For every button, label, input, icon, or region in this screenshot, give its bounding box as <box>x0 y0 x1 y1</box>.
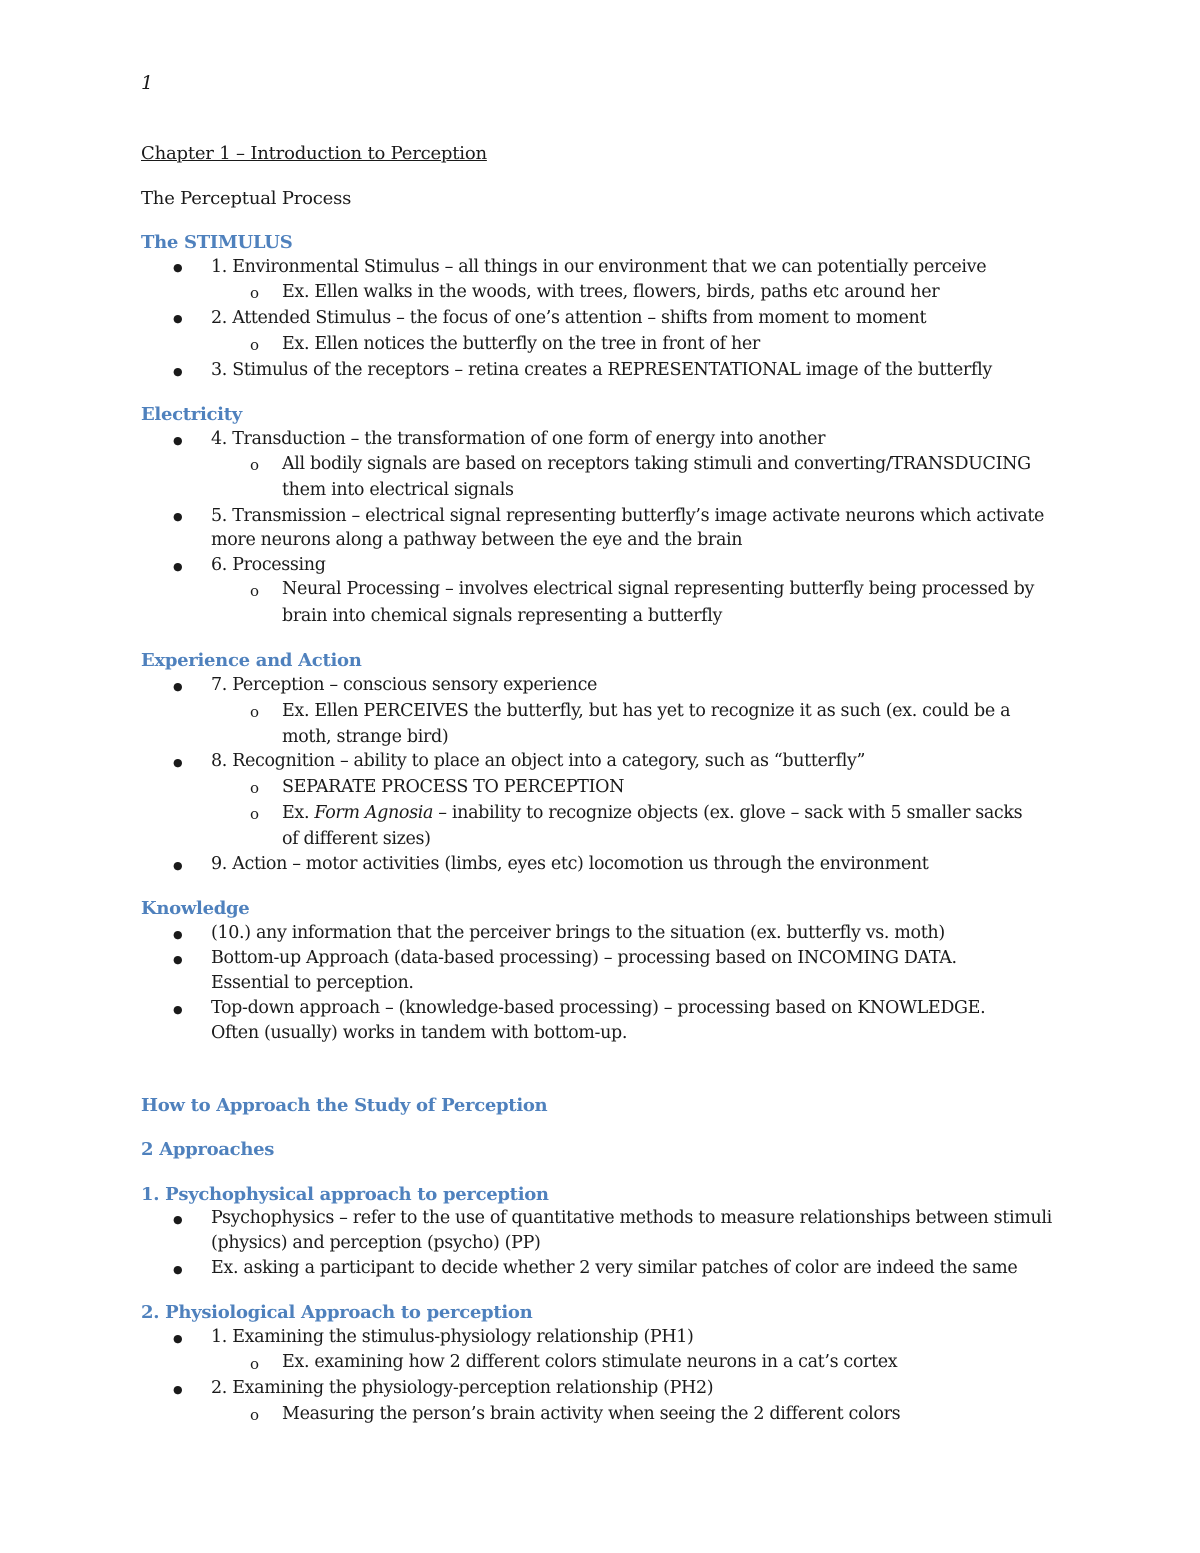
list-item: 9. Action – motor activities (limbs, eyes etc) locomotion us through the environment <box>211 854 929 874</box>
section-title: The Perceptual Process <box>141 188 352 209</box>
heading-approach: How to Approach the Study of Perception <box>141 1095 548 1116</box>
list-item: 8. Recognition – ability to place an object into a category, such as “butterfly” <box>211 751 866 771</box>
list-item-continuation: Often (usually) works in tandem with bottom-up. <box>211 1023 628 1043</box>
list-item: 1. Environmental Stimulus – all things in our environment that we can potentially perceive <box>211 257 987 277</box>
list-item: Bottom-up Approach (data-based processing) – processing based on INCOMING DATA. <box>211 948 957 968</box>
list-item: 5. Transmission – electrical signal representing butterfly’s image activate neurons which activate <box>211 506 1045 526</box>
list-item: 4. Transduction – the transformation of one form of energy into another <box>211 429 826 449</box>
example-prefix: Ex. <box>282 803 315 823</box>
bullet-icon <box>173 1329 183 1349</box>
sub-list-item: Ex. Ellen notices the butterfly on the tree in front of her <box>282 334 760 354</box>
list-item: Psychophysics – refer to the use of quantitative methods to measure relationships between stimuli <box>211 1208 1052 1228</box>
bullet-icon <box>173 362 183 382</box>
bullet-icon <box>173 1260 183 1280</box>
sub-list-item: All bodily signals are based on receptors taking stimuli and converting/TRANSDUCING <box>282 454 1031 474</box>
list-item: Top-down approach – (knowledge-based processing) – processing based on KNOWLEDGE. <box>211 998 986 1018</box>
sub-bullet-icon <box>250 456 259 474</box>
sub-list-item <box>282 803 1022 823</box>
list-item: 6. Processing <box>211 555 326 575</box>
bullet-icon <box>173 309 183 329</box>
sub-bullet-icon <box>250 284 259 302</box>
sub-bullet-icon <box>250 1355 259 1373</box>
sub-list-item-continuation: brain into chemical signals representing a butterfly <box>282 606 723 626</box>
list-item-continuation: more neurons along a pathway between the eye and the brain <box>211 530 743 550</box>
bullet-icon <box>173 1380 183 1400</box>
bullet-icon <box>173 507 183 527</box>
sub-list-item: Neural Processing – involves electrical signal representing butterfly being processed by <box>282 579 1034 599</box>
chapter-title: Chapter 1 – Introduction to Perception <box>141 143 487 164</box>
heading-electricity: Electricity <box>141 404 242 425</box>
list-item: 1. Examining the stimulus-physiology relationship (PH1) <box>211 1327 694 1347</box>
sub-list-item-continuation: of different sizes) <box>282 829 431 849</box>
bullet-icon <box>173 431 183 451</box>
sub-list-item: Measuring the person’s brain activity when seeing the 2 different colors <box>282 1404 901 1424</box>
sub-bullet-icon <box>250 779 259 797</box>
heading-two-approaches: 2 Approaches <box>141 1139 275 1160</box>
bullet-icon <box>173 753 183 773</box>
bullet-icon <box>173 557 183 577</box>
sub-bullet-icon <box>250 805 259 823</box>
bullet-icon <box>173 925 183 945</box>
bullet-icon <box>173 1000 183 1020</box>
heading-knowledge: Knowledge <box>141 898 250 919</box>
bullet-icon <box>173 677 183 697</box>
heading-stimulus: The STIMULUS <box>141 232 293 253</box>
sub-list-item-continuation: them into electrical signals <box>282 480 514 500</box>
list-item: 2. Examining the physiology-perception relationship (PH2) <box>211 1378 714 1398</box>
heading-experience: Experience and Action <box>141 650 362 671</box>
list-item: (10.) any information that the perceiver brings to the situation (ex. butterfly vs. moth) <box>211 923 945 943</box>
sub-bullet-icon <box>250 336 259 354</box>
sub-bullet-icon <box>250 703 259 721</box>
sub-bullet-icon <box>250 582 259 600</box>
sub-list-item: Ex. Ellen walks in the woods, with trees, flowers, birds, paths etc around her <box>282 282 940 302</box>
list-item-continuation: Essential to perception. <box>211 973 414 993</box>
sub-list-item: Ex. Ellen PERCEIVES the butterfly, but has yet to recognize it as such (ex. could be a <box>282 701 1011 721</box>
sub-list-item-continuation: moth, strange bird) <box>282 727 449 747</box>
bullet-icon <box>173 950 183 970</box>
bullet-icon <box>173 1210 183 1230</box>
list-item-continuation: (physics) and perception (psycho) (PP) <box>211 1233 541 1253</box>
list-item: 2. Attended Stimulus – the focus of one’s attention – shifts from moment to moment <box>211 308 927 328</box>
term-form-agnosia: Form Agnosia <box>314 803 434 823</box>
list-item: 7. Perception – conscious sensory experience <box>211 675 598 695</box>
bullet-icon <box>173 856 183 876</box>
sub-list-item: SEPARATE PROCESS TO PERCEPTION <box>282 777 625 797</box>
list-item: 3. Stimulus of the receptors – retina creates a REPRESENTATIONAL image of the butterfly <box>211 360 992 380</box>
heading-psychophysical: 1. Psychophysical approach to perception <box>141 1184 549 1205</box>
sub-bullet-icon <box>250 1406 259 1424</box>
page-number: 1 <box>141 72 154 94</box>
sub-list-item: Ex. examining how 2 different colors stimulate neurons in a cat’s cortex <box>282 1352 898 1372</box>
bullet-icon <box>173 258 183 278</box>
list-item: Ex. asking a participant to decide whether 2 very similar patches of color are indeed the same <box>211 1258 1018 1278</box>
term-definition: – inability to recognize objects (ex. glove – sack with 5 smaller sacks <box>433 803 1023 823</box>
heading-physiological: 2. Physiological Approach to perception <box>141 1302 533 1323</box>
